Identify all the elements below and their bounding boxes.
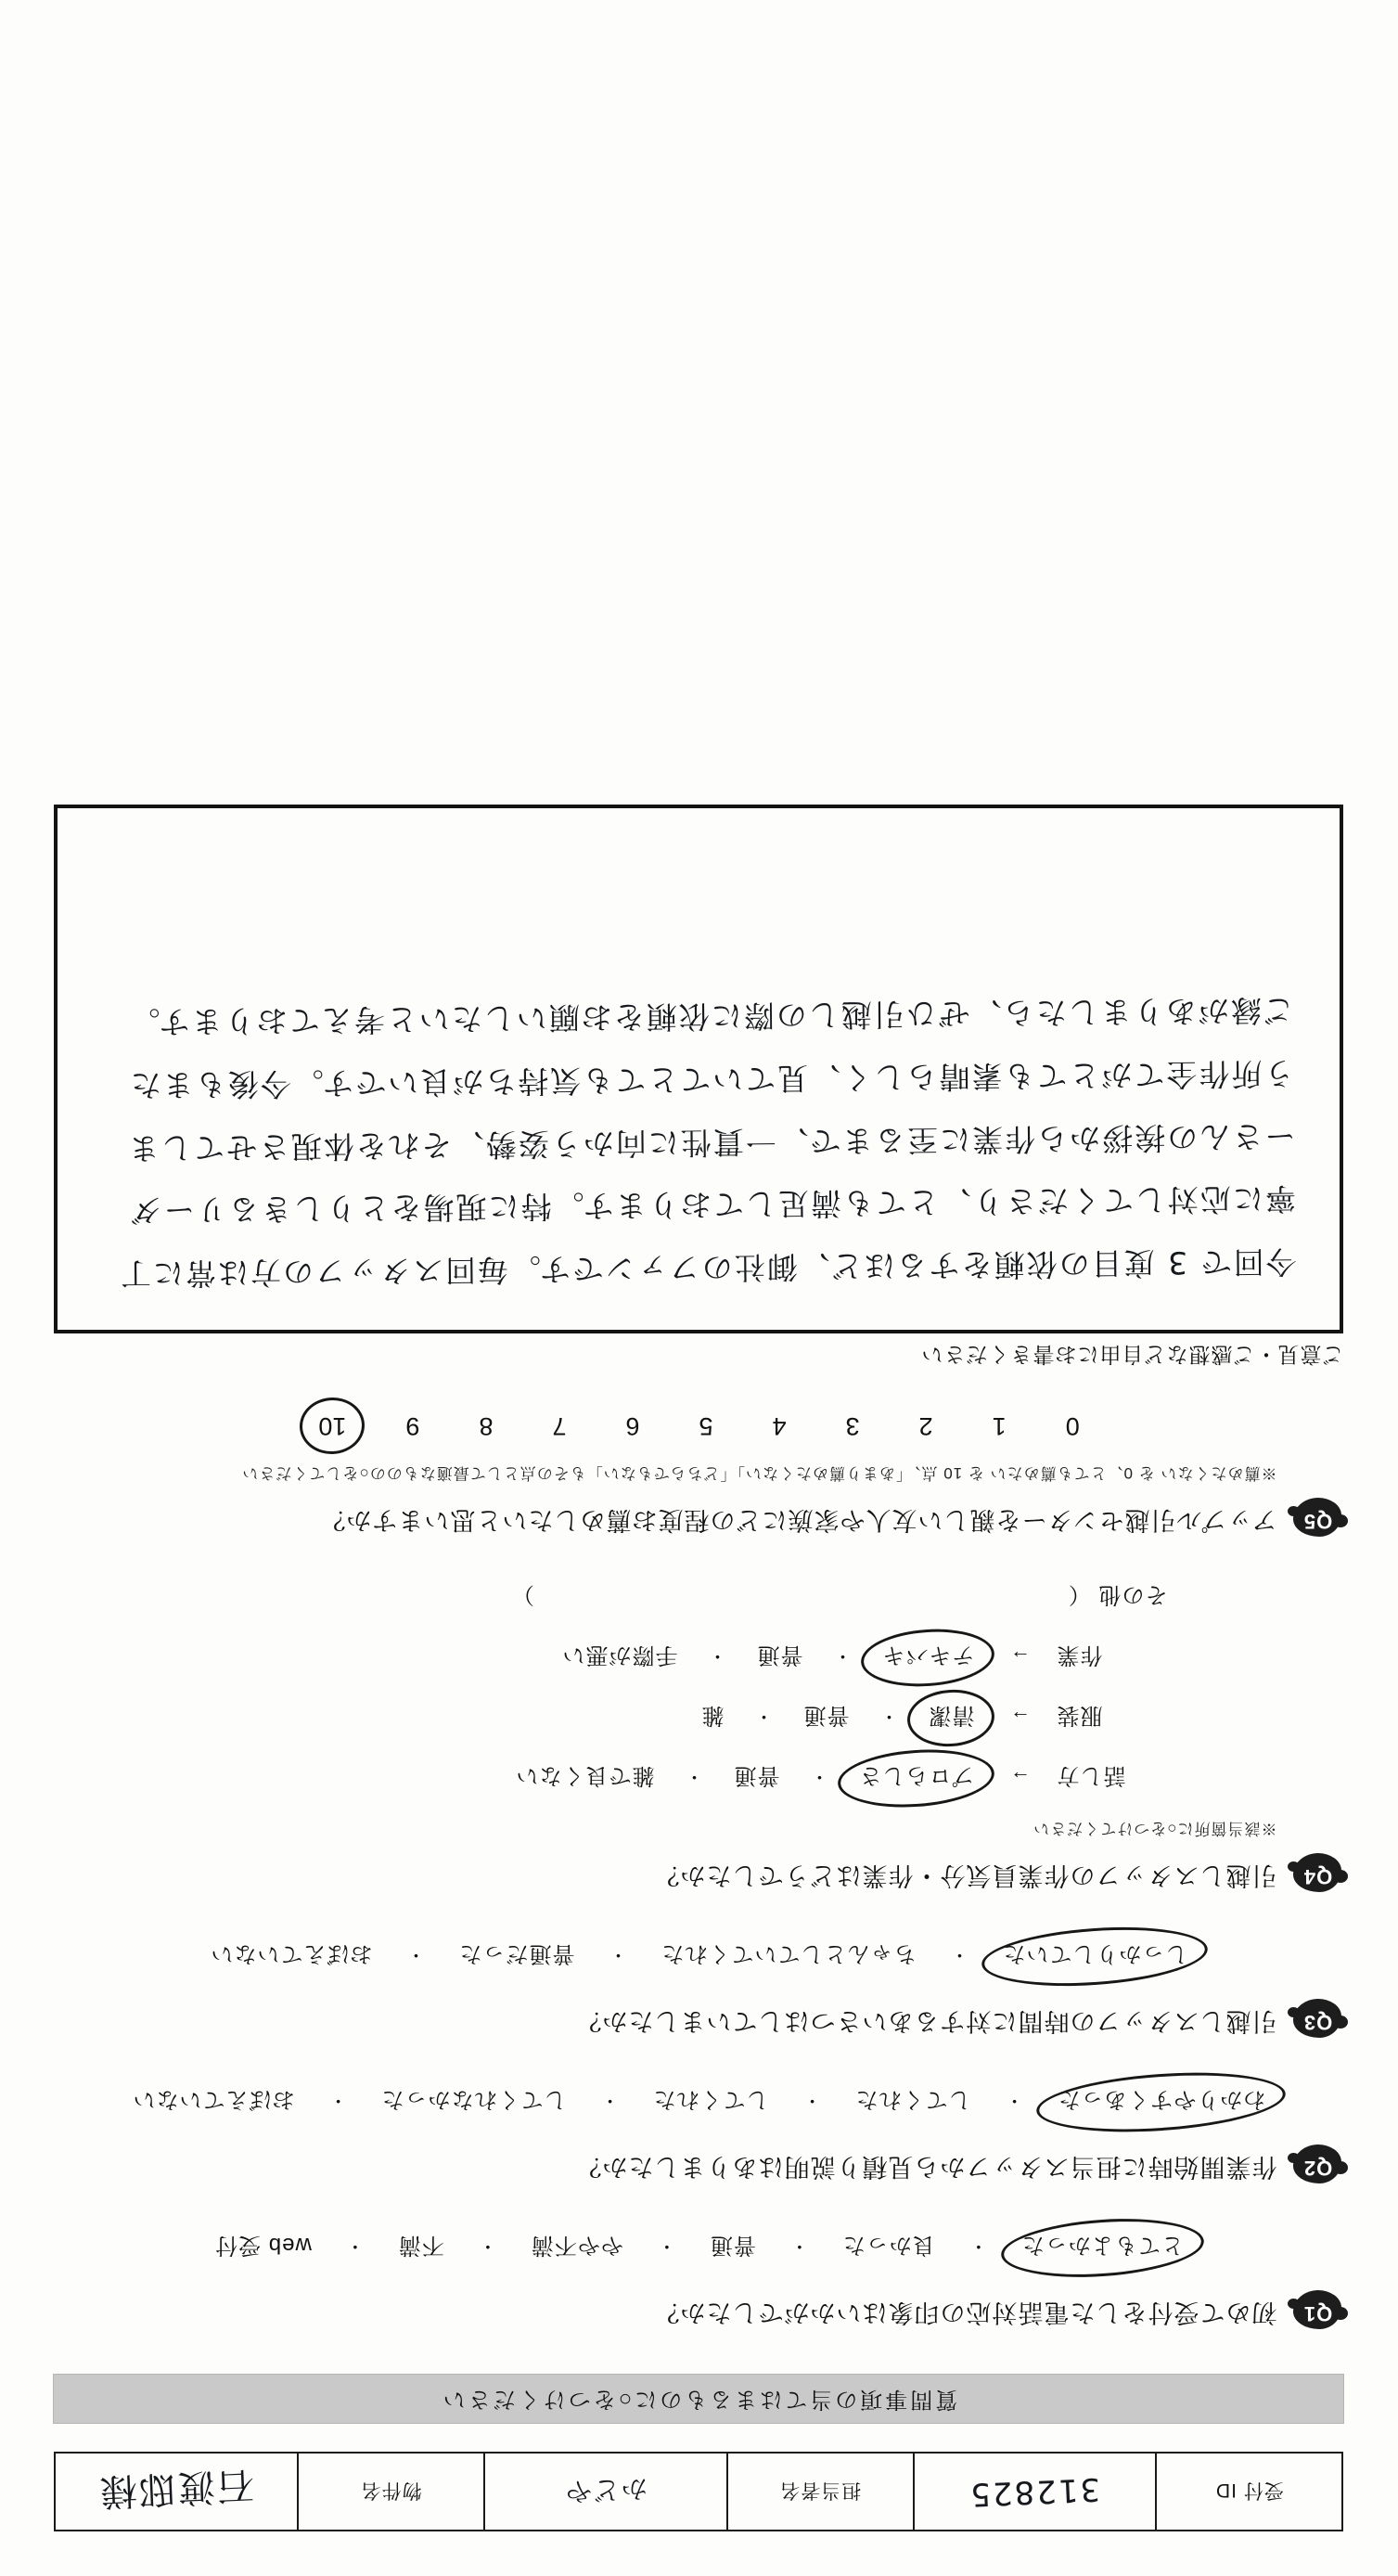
- handwriting-staff-name: かどや: [563, 2473, 648, 2507]
- option-separator: ・: [707, 1645, 727, 1666]
- option-separator: ・: [809, 1766, 829, 1786]
- option[interactable]: 普通: [756, 1642, 803, 1668]
- option[interactable]: 普通だった: [458, 1941, 575, 1966]
- question-header: [55, 1492, 1344, 1542]
- option-separator: ・: [968, 2235, 988, 2256]
- option-separator: ・: [477, 2235, 497, 2256]
- header-label-receipt-id: 受付 ID: [1156, 2453, 1342, 2531]
- header-label-staff-name: 担当者名: [727, 2453, 914, 2531]
- scale-value-0[interactable]: 0: [1065, 1412, 1080, 1440]
- footer-spacer: [37, 777, 1361, 805]
- header-value-property-name: [56, 2453, 299, 2531]
- scale-value-6[interactable]: 6: [625, 1412, 640, 1440]
- question-header: [55, 1848, 1344, 1898]
- option-separator: ・: [802, 2090, 822, 2110]
- matrix-row-label: 作業: [1056, 1642, 1103, 1668]
- scale-value-10-selected[interactable]: 10: [313, 1409, 352, 1443]
- option-separator: ・: [1004, 2090, 1024, 2110]
- header-value-staff-name: [484, 2453, 727, 2531]
- answer-options[interactable]: [55, 1937, 1344, 1977]
- question-q2: [55, 2082, 1344, 2189]
- handwriting-comment: 今回で 3 度目の依頼をするほど、御社のファンです。毎回スタッフの方は常に丁寧に応対してくださり、とても満足しております。特に現場をとりしきるリーダーさんの挨拶から作業に至るまで、一貫性に向かう姿勢、それを体現させてしまう所作全てがとても素晴らしく、見ていてとても気持ちが良いです。今後もまたご縁がありましたら、ぜひ引越しの際に依頼をお願いしたいと考えております。: [119, 992, 1298, 1293]
- option[interactable]: ちゃんとしていてくれた: [661, 1941, 917, 1966]
- scale-value-9[interactable]: 9: [405, 1412, 420, 1440]
- question-text: 初めて受付をした電話対応の印象はいかがでしたか？: [653, 2299, 1277, 2326]
- scale-value-2[interactable]: 2: [918, 1412, 933, 1440]
- option-selected[interactable]: とてもよかった: [1012, 2228, 1193, 2268]
- option[interactable]: 雑: [700, 1703, 725, 1728]
- option[interactable]: 雑で良くない: [515, 1763, 655, 1788]
- nps-scale[interactable]: [55, 1409, 1344, 1443]
- question-text: 作業開始時に担当スタッフから見積り説明はありましたか？: [575, 2153, 1277, 2181]
- scale-value-7[interactable]: 7: [552, 1412, 567, 1440]
- answer-options[interactable]: [55, 2082, 1344, 2122]
- option-separator: ・: [879, 1706, 899, 1726]
- option-selected[interactable]: 清潔: [919, 1698, 984, 1738]
- arrow-icon: →: [1009, 1646, 1031, 1670]
- arrow-icon: →: [1009, 1707, 1031, 1731]
- question-text: 引越しスタッフの時間に対するあいさつはしていましたか？: [575, 2007, 1277, 2035]
- option-selected[interactable]: プロらしさ: [850, 1758, 984, 1798]
- option[interactable]: 普通: [802, 1703, 850, 1728]
- question-badge-icon: [1290, 1492, 1344, 1540]
- option[interactable]: おぼえていない: [132, 2087, 295, 2112]
- table-row: [56, 2453, 1343, 2531]
- option[interactable]: 手際が悪い: [561, 1642, 678, 1668]
- question-badge-icon: [1290, 2285, 1344, 2333]
- option-separator: ・: [405, 1944, 426, 1964]
- scale-value-3[interactable]: 3: [845, 1412, 860, 1440]
- header-table: [55, 2452, 1344, 2531]
- question-q4: [55, 1581, 1344, 1898]
- scale-value-5[interactable]: 5: [699, 1412, 713, 1440]
- question-number: Q1: [1302, 2302, 1333, 2325]
- question-number: Q2: [1302, 2157, 1333, 2180]
- matrix-row-label: 服装: [1056, 1703, 1103, 1728]
- other-label: その他: [1097, 1582, 1168, 1607]
- handwriting-property-name: 石渡邸様: [97, 2463, 256, 2514]
- scale-value-8[interactable]: 8: [479, 1412, 494, 1440]
- option-separator: ・: [789, 2235, 809, 2256]
- option-separator: ・: [832, 1645, 853, 1666]
- question-number: Q3: [1302, 2011, 1333, 2034]
- option[interactable]: 普通: [709, 2233, 756, 2258]
- matrix-row-label: 話し方: [1056, 1763, 1126, 1788]
- option-separator: ・: [949, 1944, 969, 1964]
- question-badge-icon: [1290, 1848, 1344, 1896]
- option-separator: ・: [608, 1944, 628, 1964]
- option-selected[interactable]: テキパキ: [873, 1638, 984, 1678]
- matrix-row-work: [55, 1638, 1344, 1678]
- option[interactable]: してくれた: [652, 2087, 769, 2112]
- option-separator: ・: [599, 2090, 620, 2110]
- question-badge-icon: [1290, 2139, 1344, 2187]
- scale-value-1[interactable]: 1: [992, 1412, 1007, 1440]
- header-value-receipt-id: [914, 2453, 1157, 2531]
- arrow-icon: →: [1009, 1767, 1031, 1791]
- option-selected[interactable]: わかりやすくあった: [1048, 2082, 1276, 2122]
- question-header: [55, 2285, 1344, 2335]
- question-note: ※該当箇所に○をつけてください: [1032, 1820, 1277, 1837]
- option-separator: ・: [684, 1766, 704, 1786]
- question-number: Q5: [1302, 1510, 1333, 1533]
- matrix-row-clothing: [55, 1698, 1344, 1738]
- option-separator: ・: [344, 2235, 365, 2256]
- option[interactable]: してくれなかった: [380, 2087, 567, 2112]
- option[interactable]: 普通: [733, 1763, 780, 1788]
- question-q1: [55, 2228, 1344, 2335]
- option[interactable]: 良かった: [841, 2233, 935, 2258]
- handwriting-receipt-id: 312825: [968, 2469, 1102, 2514]
- question-header: [55, 2139, 1344, 2189]
- question-badge-icon: [1290, 1993, 1344, 2041]
- question-q5: [55, 1409, 1344, 1542]
- scale-value-4[interactable]: 4: [772, 1412, 787, 1440]
- header-label-property-name: 物件名: [298, 2453, 484, 2531]
- option[interactable]: おぼえていない: [210, 1941, 373, 1966]
- option-separator: ・: [656, 2235, 676, 2256]
- option-separator: ・: [327, 2090, 348, 2110]
- option[interactable]: やや不満: [530, 2233, 623, 2258]
- matrix-row-speech: [55, 1758, 1344, 1798]
- question-number: Q4: [1302, 1865, 1333, 1888]
- other-field-row[interactable]: [55, 1581, 1344, 1614]
- questions-container: [55, 1409, 1344, 2335]
- option[interactable]: 不満: [397, 2233, 444, 2258]
- answer-matrix: [55, 1581, 1344, 1798]
- other-input[interactable]: （ ）: [511, 1582, 1091, 1607]
- comment-label: ご意見・ご感想など自由にお書きください: [920, 1343, 1344, 1367]
- question-header: [55, 1993, 1344, 2043]
- answer-options[interactable]: [55, 2228, 1344, 2268]
- option[interactable]: web 受付: [214, 2233, 312, 2258]
- question-q3: [55, 1937, 1344, 2043]
- question-note: ※薦めたくない を 0、とても薦めたい を 10 点、「あまり薦めたくない」「どちらでもない」もその点として最適なものの○をしてください: [241, 1464, 1277, 1482]
- comment-box[interactable]: [55, 805, 1344, 1333]
- option-separator: ・: [753, 1706, 774, 1726]
- question-text: 引越しスタッフの作業員気分・作業はどうでしたか？: [653, 1861, 1277, 1889]
- instruction-band: 質問事項の当てはまるものに○をつけください: [54, 2374, 1345, 2424]
- option[interactable]: してくれた: [854, 2087, 971, 2112]
- option-selected[interactable]: しっかりしていた: [994, 1937, 1198, 1977]
- question-text: アップル引越センターを親しい友人や家族にどの程度お薦めしたいと思いますか？: [319, 1506, 1277, 1534]
